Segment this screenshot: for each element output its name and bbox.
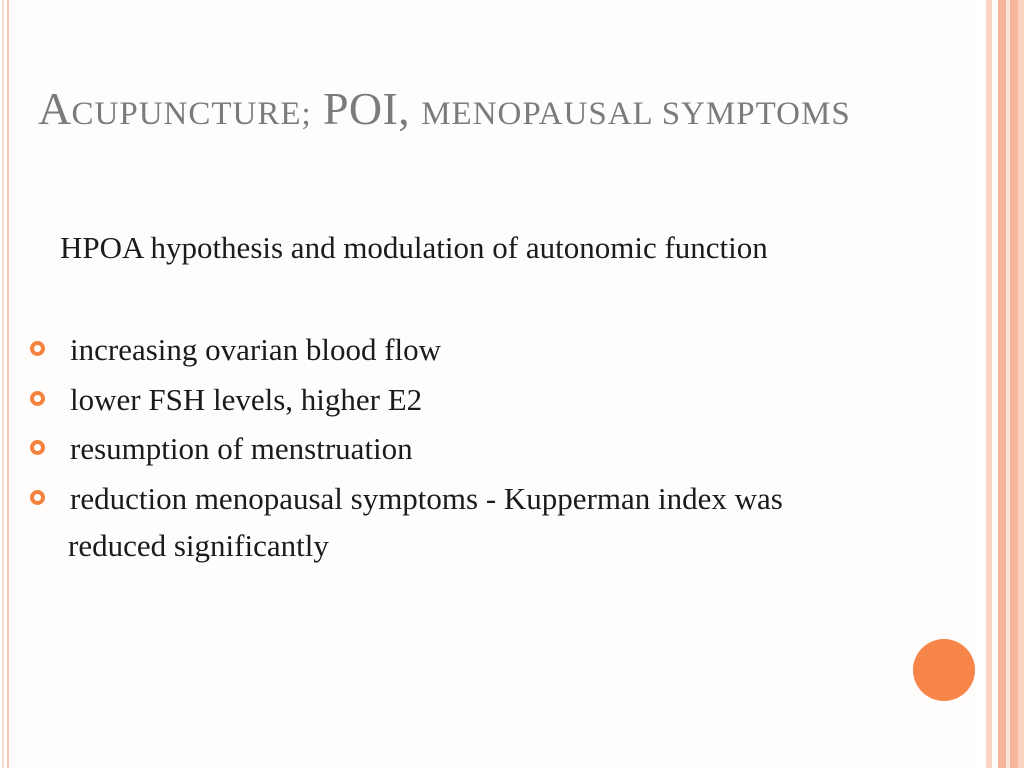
left-border-decoration — [0, 0, 9, 768]
title-word-menopausal: MENOPAUSAL SYMPTOMS — [421, 96, 851, 132]
bullet-list — [30, 332, 990, 530]
title-word-poi: POI, — [323, 83, 410, 134]
orange-circle-decoration — [913, 639, 975, 701]
slide-title — [38, 82, 983, 135]
list-item — [30, 382, 990, 432]
bullet-circle-icon — [30, 341, 45, 356]
title-initial: A — [38, 83, 72, 134]
bullet-text: resumption of menstruation — [70, 431, 413, 466]
bullet-circle-icon — [30, 490, 45, 505]
slide-subtitle: HPOA hypothesis and modulation of autonomic function — [60, 230, 768, 265]
list-item — [30, 481, 990, 531]
bullet-circle-icon — [30, 391, 45, 406]
bullet-text: increasing ovarian blood flow — [70, 332, 442, 367]
bullet-text: reduction menopausal symptoms - Kupperman index was — [70, 480, 783, 516]
title-word-acupuncture: CUPUNCTURE; — [71, 96, 312, 132]
list-item — [30, 431, 990, 481]
bullet-continuation: reduced significantly — [68, 528, 329, 563]
bullet-text: lower FSH levels, higher E2 — [70, 381, 423, 417]
list-item — [30, 332, 990, 382]
bullet-circle-icon — [30, 440, 45, 455]
